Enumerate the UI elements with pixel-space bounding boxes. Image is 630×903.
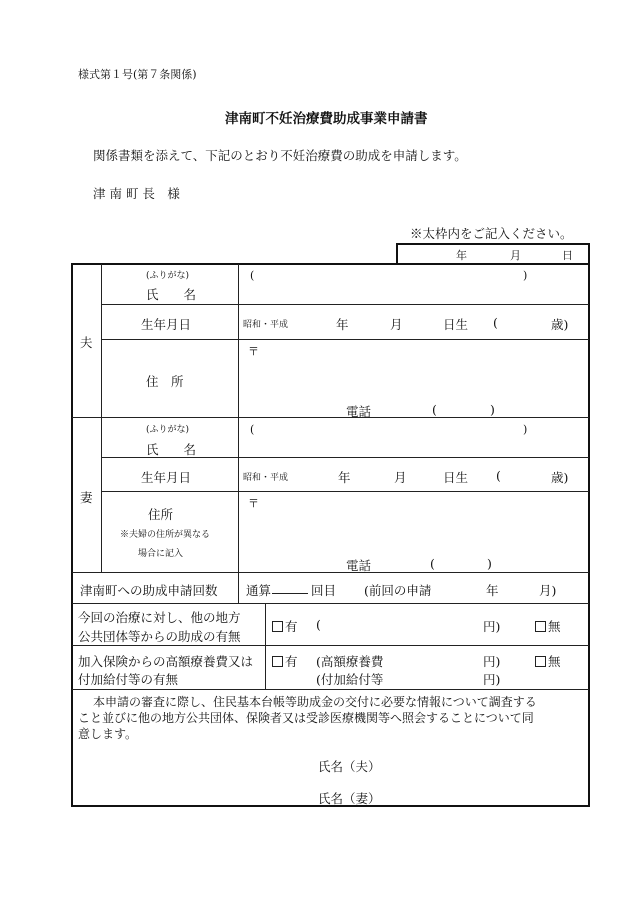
wife-phone-label: 電話	[346, 558, 372, 573]
wife-furigana-label: (ふりがな)	[146, 425, 190, 435]
husband-era[interactable]: 昭和・平成	[243, 320, 289, 330]
wife-address-field[interactable]	[240, 492, 589, 550]
wife-age-open: (	[496, 468, 501, 483]
insurance-yes-checkbox[interactable]	[272, 652, 298, 670]
count-total-label: 通算	[246, 583, 272, 598]
additional-benefit-yen: 円)	[483, 672, 501, 687]
wife-label: 妻	[80, 490, 93, 505]
prev-month-label: 月)	[539, 583, 557, 598]
husband-birth-day: 日生	[443, 317, 469, 332]
consent-line-3: 意します。	[78, 727, 138, 741]
count-input[interactable]	[272, 581, 308, 595]
other-subsidy-label-1: 今回の治療に対し、他の地方	[78, 610, 241, 625]
husband-age-open: (	[493, 315, 498, 330]
wife-era[interactable]: 昭和・平成	[243, 473, 289, 483]
insurance-yes-label: 有	[285, 654, 298, 669]
wife-name-field[interactable]	[240, 418, 589, 457]
other-subsidy-label-2: 公共団体等からの助成の有無	[78, 629, 241, 644]
wife-furigana-open: (	[250, 423, 255, 436]
insurance-label-2: 付加給付等の有無	[78, 672, 179, 687]
checkbox-icon	[272, 621, 283, 632]
form-title: 津南町不妊治療費助成事業申請書	[225, 111, 428, 127]
other-subsidy-open: (	[316, 617, 321, 632]
husband-name-label: 氏 名	[146, 287, 197, 302]
count-times-label: 回目	[311, 583, 337, 598]
husband-postal-mark: 〒	[248, 345, 259, 358]
husband-phone-open: (	[432, 402, 437, 417]
consent-line-1: 本申請の審査に際し、住民基本台帳等助成金の交付に必要な情報について調査する	[93, 695, 537, 709]
husband-label: 夫	[80, 335, 93, 350]
intro-text: 関係書類を添えて、下記のとおり不妊治療費の助成を申請します。	[93, 148, 467, 163]
wife-phone-close: )	[487, 556, 492, 571]
instruction-note: ※太枠内をご記入ください。	[410, 226, 573, 241]
date-month-label: 月	[510, 249, 521, 262]
husband-phone-close: )	[490, 402, 495, 417]
wife-birth-month: 月	[394, 470, 407, 485]
insurance-no-label: 無	[548, 654, 561, 669]
wife-address-label: 住所	[148, 507, 174, 522]
high-cost-label: (高額療養費	[316, 654, 384, 669]
wife-furigana-close: )	[523, 423, 528, 436]
addressee: 津 南 町 長 様	[93, 186, 180, 201]
checkbox-icon	[535, 621, 546, 632]
signature-husband-field[interactable]	[395, 752, 575, 774]
husband-name-field[interactable]	[240, 264, 589, 304]
wife-age-close: 歳)	[551, 470, 569, 485]
husband-address-label: 住 所	[146, 374, 184, 389]
husband-furigana-label: (ふりがな)	[146, 271, 190, 281]
other-subsidy-no-label: 無	[548, 619, 561, 634]
husband-address-field[interactable]	[240, 340, 589, 396]
date-day-label: 日	[562, 249, 573, 262]
signature-wife-label: 氏名（妻）	[318, 791, 381, 806]
wife-birth-day: 日生	[443, 470, 469, 485]
checkbox-icon	[272, 656, 283, 667]
wife-address-note-2: 場合に記入	[138, 549, 184, 559]
checkbox-icon	[535, 656, 546, 667]
signature-husband-label: 氏名（夫）	[318, 759, 381, 774]
husband-age-close: 歳)	[551, 317, 569, 332]
prev-application-label: (前回の申請	[364, 583, 432, 598]
husband-furigana-open: (	[250, 269, 255, 282]
form-number: 様式第１号(第７条関係)	[78, 68, 197, 81]
additional-benefit-label: (付加給付等	[316, 672, 384, 687]
wife-name-label: 氏 名	[146, 442, 197, 457]
date-year-label: 年	[456, 249, 467, 262]
date-box	[396, 243, 590, 265]
husband-birth-year: 年	[336, 317, 349, 332]
other-subsidy-no-checkbox[interactable]	[535, 617, 561, 635]
other-subsidy-yes-label: 有	[285, 619, 298, 634]
application-count-label: 津南町への助成申請回数	[80, 583, 218, 598]
other-subsidy-yes-checkbox[interactable]	[272, 617, 298, 635]
wife-birth-year: 年	[338, 470, 351, 485]
husband-furigana-close: )	[523, 269, 528, 282]
consent-line-2: こと並びに他の地方公共団体、保険者又は受診医療機関等へ照会することについて同	[78, 711, 534, 725]
husband-birth-label: 生年月日	[141, 317, 192, 332]
other-subsidy-yen: 円)	[483, 619, 501, 634]
signature-wife-field[interactable]	[395, 784, 575, 806]
wife-birth-label: 生年月日	[141, 470, 192, 485]
wife-phone-open: (	[430, 556, 435, 571]
insurance-no-checkbox[interactable]	[535, 652, 561, 670]
insurance-label-1: 加入保険からの高額療養費又は	[78, 654, 254, 669]
husband-phone-label: 電話	[346, 404, 372, 419]
wife-postal-mark: 〒	[248, 497, 259, 510]
high-cost-yen: 円)	[483, 654, 501, 669]
wife-address-note-1: ※夫婦の住所が異なる	[120, 530, 211, 540]
husband-birth-month: 月	[390, 317, 403, 332]
prev-year-label: 年	[486, 583, 499, 598]
